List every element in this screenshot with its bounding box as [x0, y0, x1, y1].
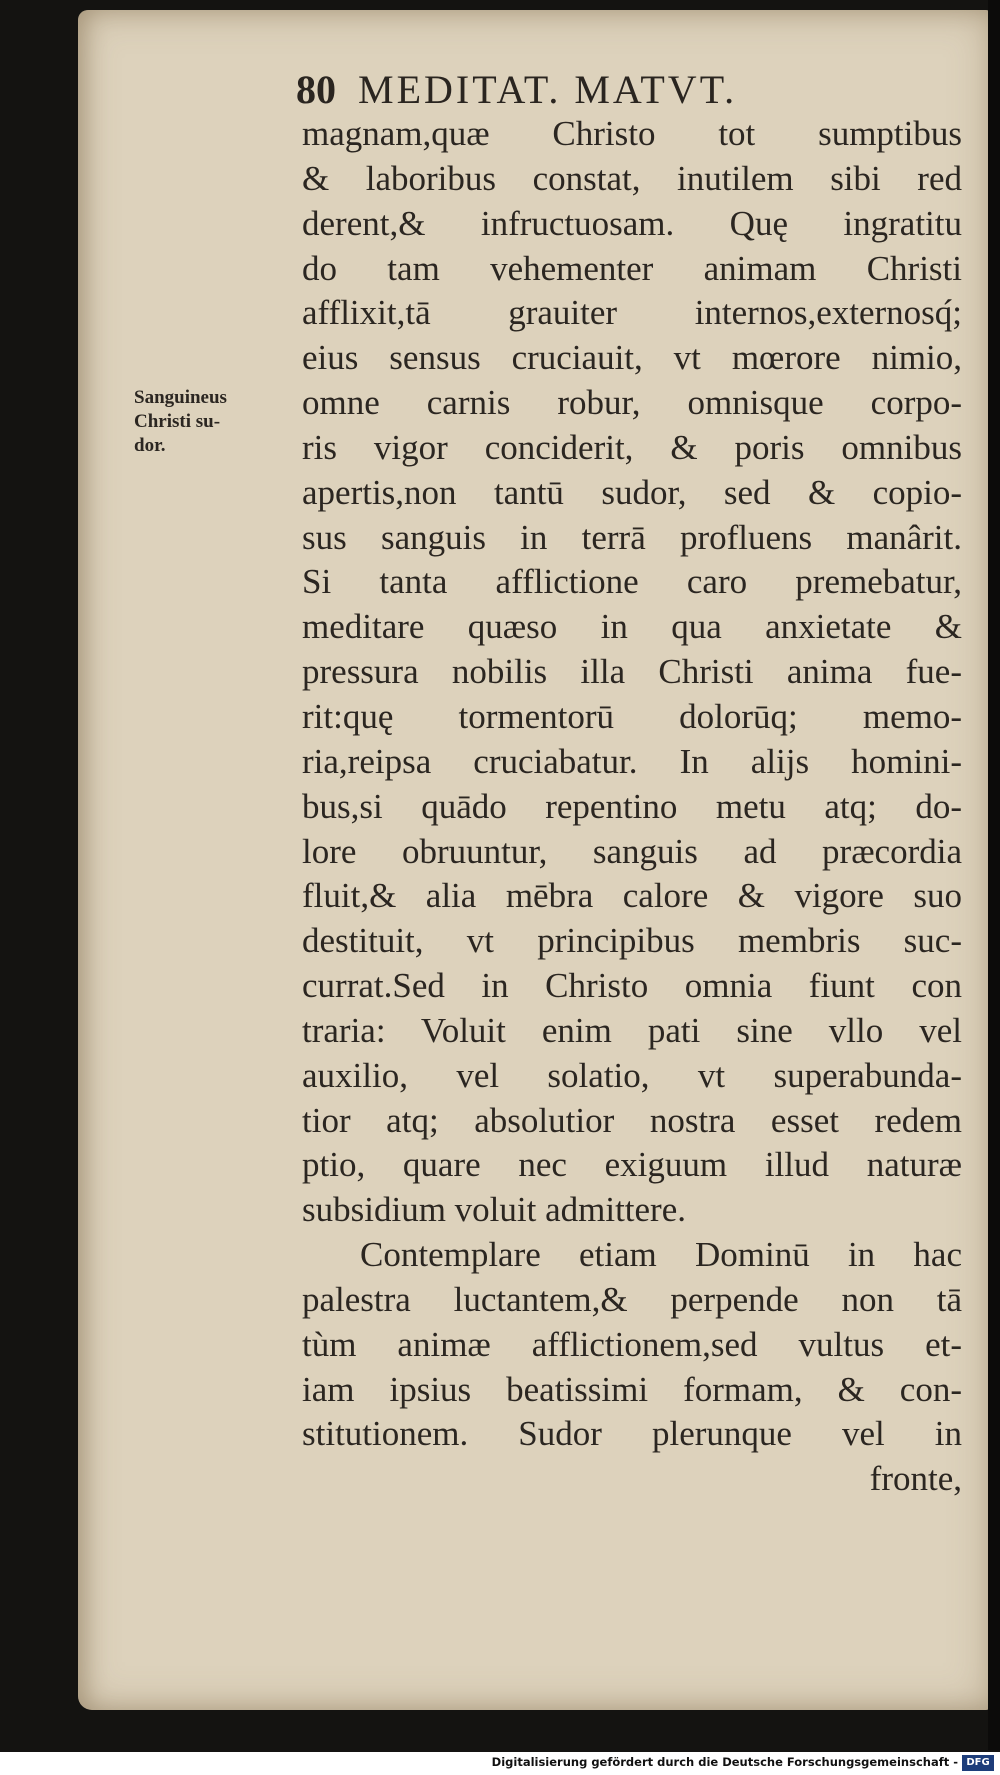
text-line: stitutionem. Sudor plerunque vel in — [302, 1414, 962, 1454]
text-line: ria,reipsa cruciabatur. In alijs homini- — [302, 741, 962, 781]
margin-note-line: Sanguineus — [134, 387, 227, 408]
text-line: ris vigor conciderit, & poris omnibus — [302, 427, 962, 467]
text-line: pressura nobilis illa Christi anima fue- — [302, 652, 962, 692]
text-line: palestra luctantem,& perpende non tā — [302, 1279, 962, 1319]
text-line: magnam,quæ Christo tot sumptibus — [302, 114, 962, 153]
text-line: eius sensus cruciauit, vt mœrore nimio, — [302, 338, 962, 378]
text-line: tùm animæ afflictionem,sed vultus et- — [302, 1324, 962, 1364]
text-line: omne carnis robur, omnisque corpo- — [302, 383, 962, 423]
margin-note-line: dor. — [134, 435, 166, 456]
text-line: destituit, vt principibus membris suc- — [302, 921, 962, 961]
page-number: 80 — [296, 67, 336, 112]
text-line: lore obruuntur, sanguis ad præcordia — [302, 831, 962, 871]
margin-note — [134, 386, 284, 458]
text-line: sus sanguis in terrā profluens manârit. — [302, 517, 962, 557]
text-line: & laboribus constat, inutilem sibi red — [302, 158, 962, 198]
text-line: fluit,& alia mēbra calore & vigore suo — [302, 876, 962, 916]
body-text — [302, 112, 962, 1502]
dfg-logo-icon: DFG — [962, 1755, 994, 1771]
running-head-title: MEDITAT. MATVT. — [358, 67, 738, 112]
text-line: ptio, quare nec exiguum illud naturæ — [302, 1145, 962, 1185]
footer-bar — [0, 1752, 1000, 1775]
catchword: fronte, — [869, 1459, 962, 1499]
page-edge — [988, 0, 1000, 1750]
running-head — [296, 66, 737, 113]
text-line: Si tanta afflictione caro premebatur, — [302, 562, 962, 602]
margin-note-line: Christi su- — [134, 411, 221, 432]
text-line: meditare quæso in qua anxietate & — [302, 607, 962, 647]
text-line: traria: Voluit enim pati sine vllo vel — [302, 1010, 962, 1050]
text-line: bus,si quādo repentino metu atq; do- — [302, 786, 962, 826]
text-line: subsidium voluit admittere. — [302, 1190, 686, 1230]
text-line: currat.Sed in Christo omnia fiunt con — [302, 966, 962, 1006]
text-line: Contemplare etiam Dominū in hac — [360, 1235, 962, 1275]
text-line: derent,& infructuosam. Quę ingratitu — [302, 203, 962, 243]
text-line: afflixit,tā grauiter internos,externosq́; — [302, 293, 962, 333]
text-line: apertis,non tantū sudor, sed & copio- — [302, 472, 962, 512]
text-line: tior atq; absolutior nostra esset redem — [302, 1100, 962, 1140]
text-line: rit:quę tormentorū dolorūq; memo- — [302, 696, 962, 736]
text-line: auxilio, vel solatio, vt superabunda- — [302, 1055, 962, 1095]
text-line: do tam vehementer animam Christi — [302, 248, 962, 288]
funding-credit: Digitalisierung gefördert durch die Deutsche Forschungsgemeinschaft - — [491, 1755, 958, 1769]
text-line: iam ipsius beatissimi formam, & con- — [302, 1369, 962, 1409]
